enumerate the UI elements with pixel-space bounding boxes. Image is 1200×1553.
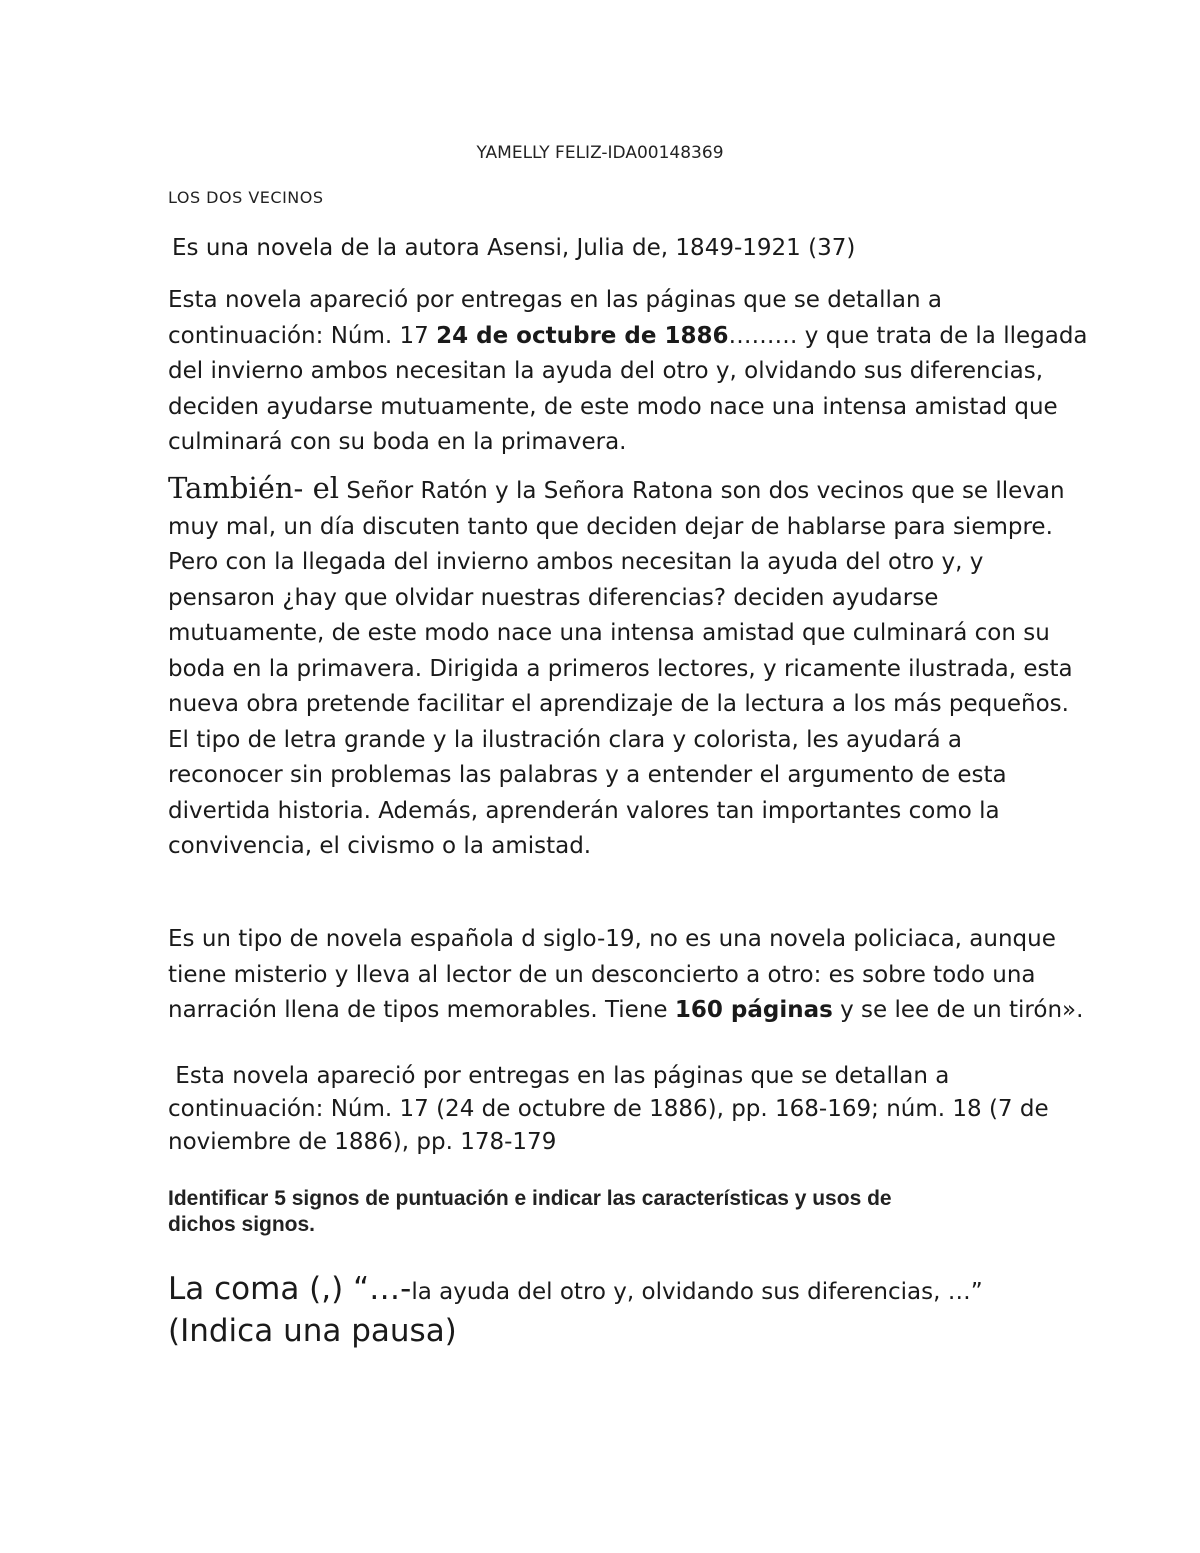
paragraph-line: convivencia, el civismo o la amistad. [168,833,592,859]
text-segment: Señor Ratón y la Señora Ratona son dos vecinos que se llevan [339,478,1065,504]
paragraph-line: muy mal, un día discuten tanto que deciden dejar de hablarse para siempre. [168,513,1053,540]
paragraph-1 [168,283,1088,461]
question-line: Identificar 5 signos de puntuación e indicar las características y usos de [168,1187,892,1210]
paragraph-line: Esta novela apareció por entregas en las páginas que se detallan a [168,1063,950,1089]
paragraph-line: deciden ayudarse mutuamente, de este modo nace una intensa amistad que [168,393,1058,420]
paragraph-line: El tipo de letra grande y la ilustración clara y colorista, les ayudará a [168,726,962,753]
paragraph-line: pensaron ¿hay que olvidar nuestras diferencias? deciden ayudarse [168,584,939,611]
paragraph-line: culminará con su boda en la primavera. [168,429,627,455]
paragraph-line: Es un tipo de novela española d siglo-19, no es una novela policiaca, aunque [168,926,1056,952]
text-segment: continuación: Núm. 17 [168,322,437,349]
bold-date: 24 de octubre de 1886 [436,322,729,349]
paragraph-line: divertida historia. Además, aprenderán valores tan importantes como la [168,797,1000,824]
paragraph-line: continuación: Núm. 17 (24 de octubre de 1886), pp. 168-169; núm. 18 (7 de [168,1096,1049,1122]
paragraph-line [168,319,1088,355]
text-segment: narración llena de tipos memorables. Tiene [168,997,675,1023]
paragraph-4 [168,1060,1049,1159]
paragraph-line: nueva obra pretende facilitar el aprendizaje de la lectura a los más pequeños. [168,691,1069,717]
author-header: YAMELLY FELIZ-IDA00148369 [476,143,724,163]
paragraph-line: noviembre de 1886), pp. 178-179 [168,1129,557,1155]
question-line: dichos signos. [168,1213,316,1236]
paragraph-line: del invierno ambos necesitan la ayuda del otro y, olvidando sus diferencias, [168,358,1044,384]
paragraph-3 [168,922,1083,1029]
answer-block [168,1270,983,1351]
answer-line: (Indica una pausa) [168,1313,457,1349]
paragraph-line: Pero con la llegada del invierno ambos necesitan la ayuda del otro y, y [168,549,984,575]
paragraph-2 [168,471,1073,865]
paragraph-line: Esta novela apareció por entregas en las páginas que se detallan a [168,287,942,313]
paragraph-line: tiene misterio y lleva al lector de un desconcierto a otro: es sobre todo una [168,961,1036,988]
paragraph-line: reconocer sin problemas las palabras y a entender el argumento de esta [168,762,1007,788]
answer-quote: la ayuda del otro y, olvidando sus diferencias, …” [411,1279,983,1305]
assignment-question [168,1186,892,1238]
paragraph-line: boda en la primavera. Dirigida a primeros lectores, y ricamente ilustrada, esta [168,655,1073,682]
answer-line [168,1270,983,1312]
text-segment: y se lee de un tirón». [832,997,1084,1023]
text-segment: ……… y que trata de la llegada [728,322,1088,349]
document-title: LOS DOS VECINOS [168,188,324,207]
intro-line: Es una novela de la autora Asensi, Julia de, 1849-1921 (37) [172,235,856,261]
bold-page-count: 160 páginas [674,997,833,1023]
paragraph-line: mutuamente, de este modo nace una intensa amistad que culminará con su [168,620,1050,646]
paragraph-line [168,471,1073,510]
answer-lead: La coma (,) “…- [168,1271,412,1307]
paragraph-lead: También- el [168,471,340,505]
paragraph-line [168,993,1083,1029]
